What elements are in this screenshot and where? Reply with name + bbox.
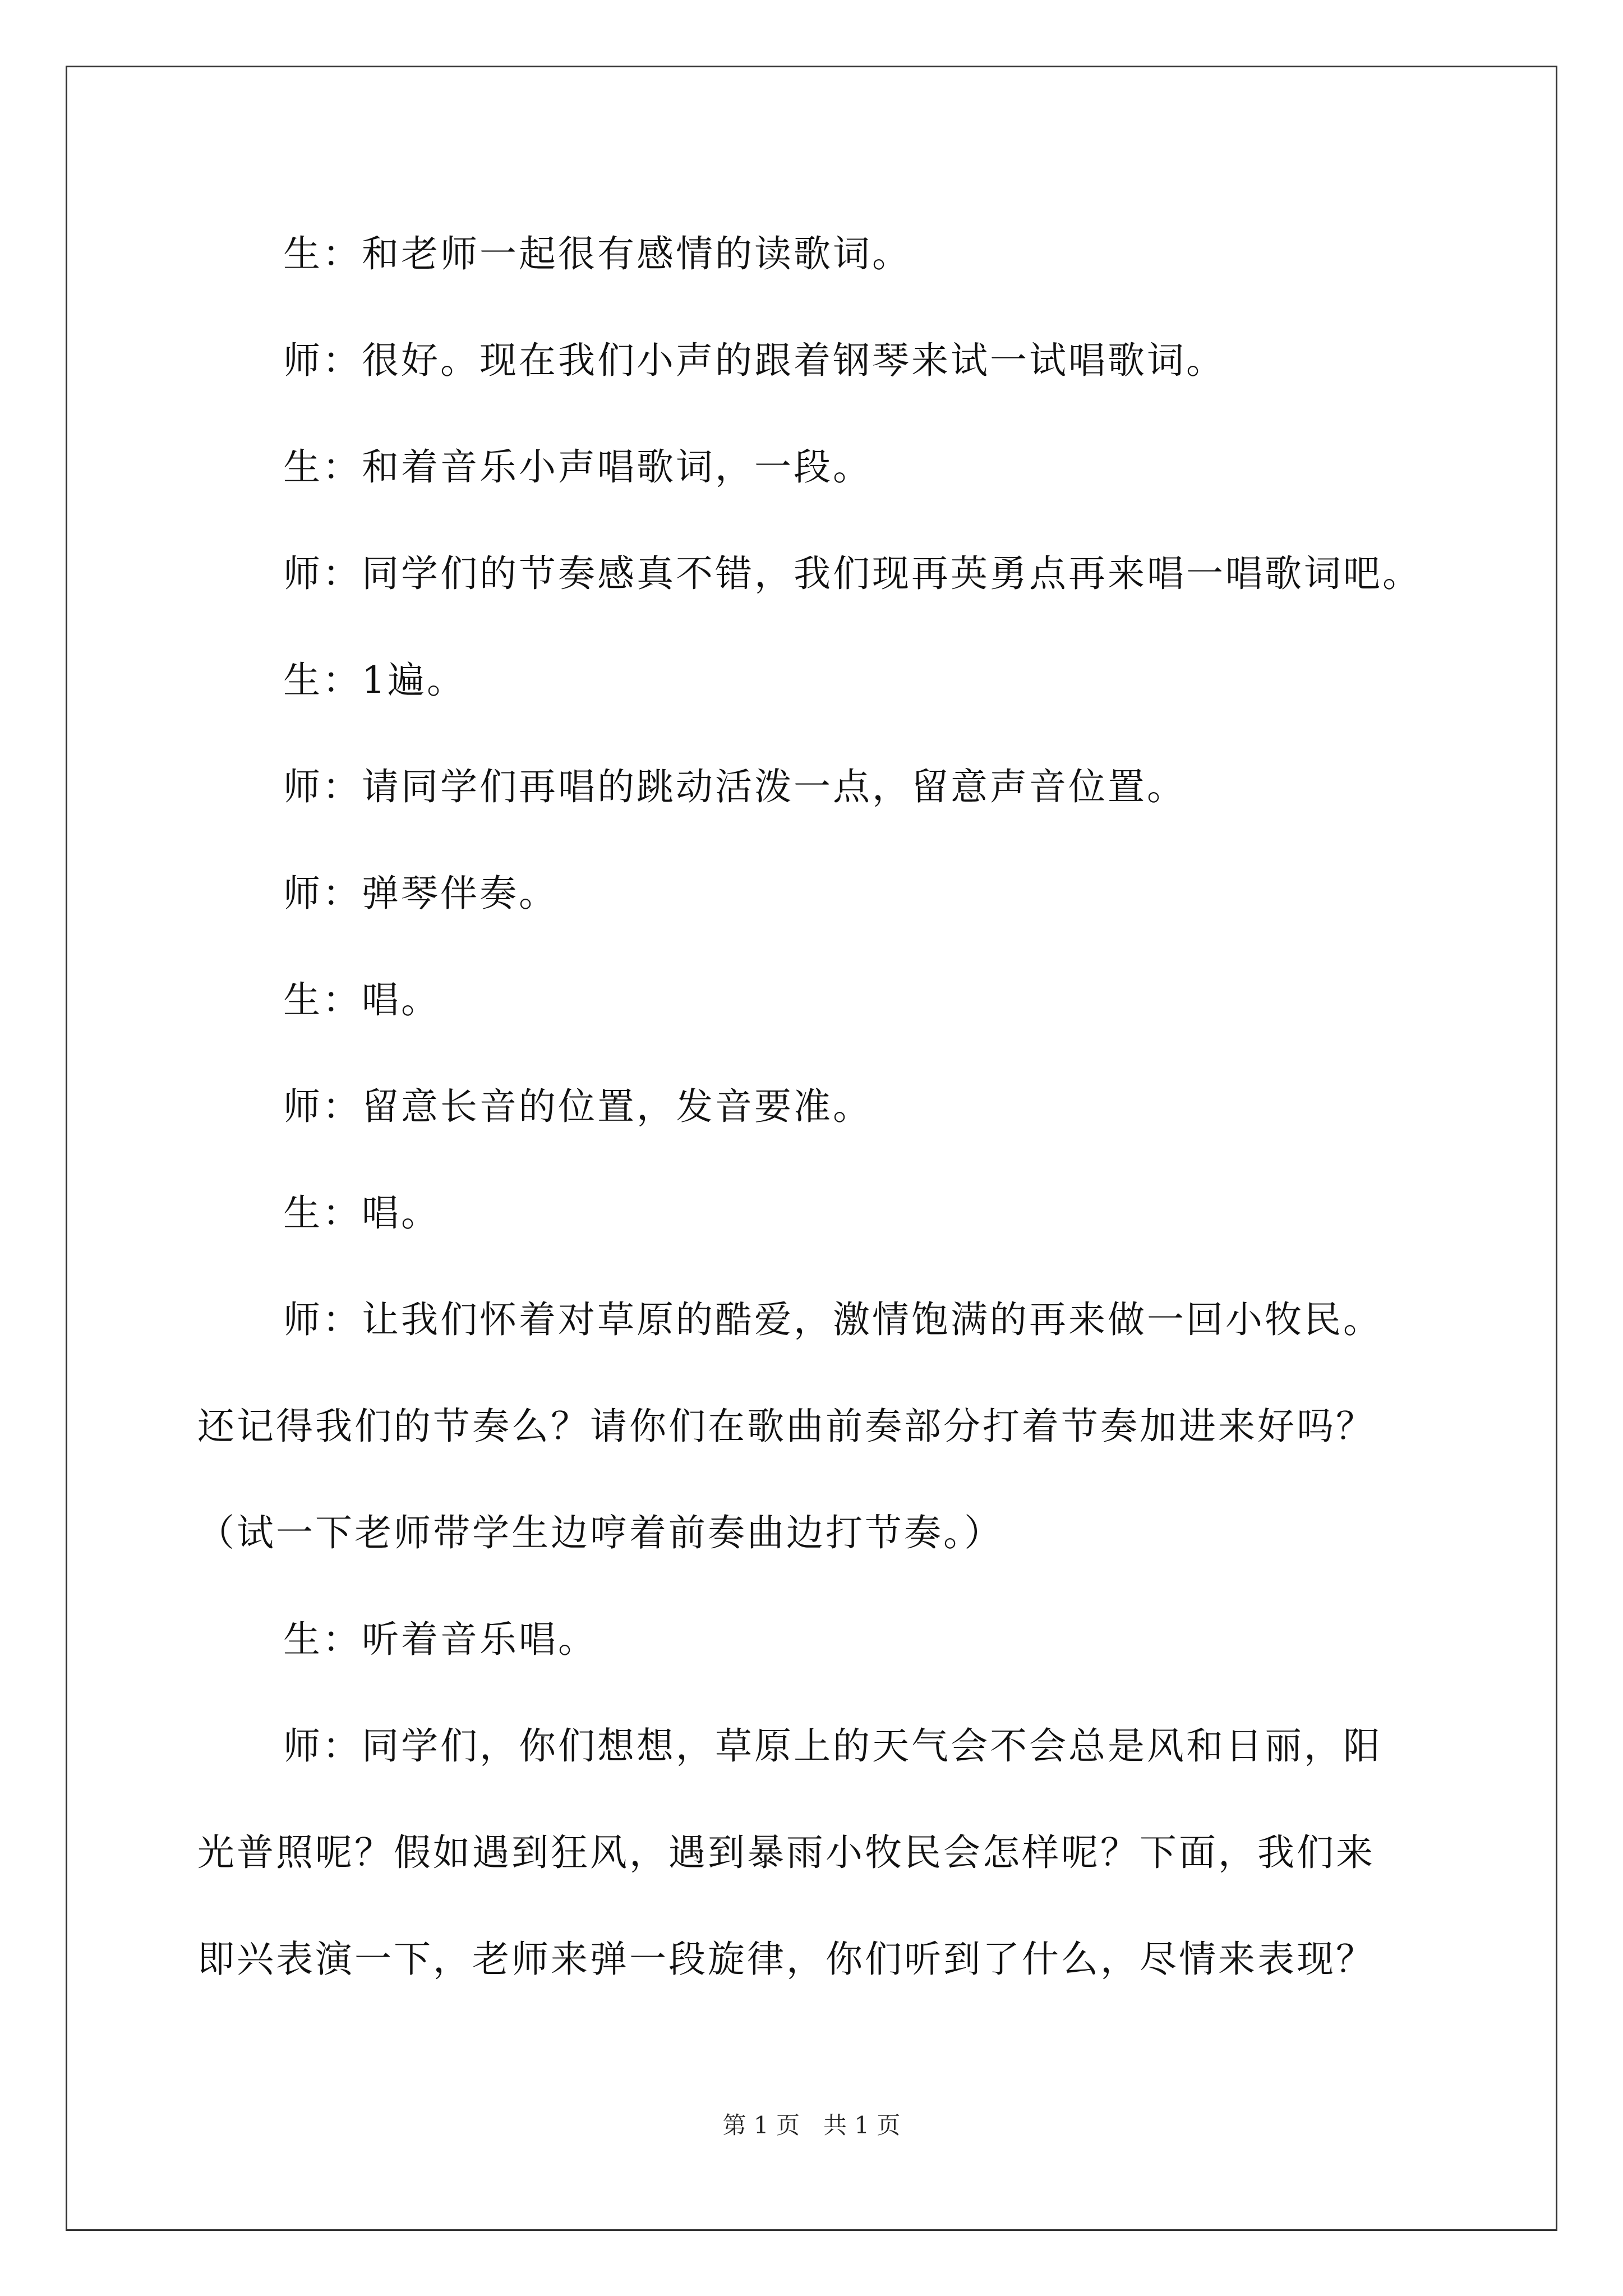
paragraph-11-line-2: 还记得我们的节奏么？请你们在歌曲前奏部分打着节奏加进来好吗？ [197,1405,1375,1448]
paragraph-12: （试一下老师带学生边哼着前奏曲边打节奏。） [197,1511,1003,1554]
paragraph-7: 师：弹琴伴奏。 [283,872,558,915]
paragraph-11: 师：让我们怀着对草原的酷爱，激情饱满的再来做一回小牧民。 [283,1298,1382,1341]
paragraph-9: 师：留意长音的位置，发音要准。 [283,1085,872,1128]
paragraph-14-line-3: 即兴表演一下，老师来弹一段旋律，你们听到了什么，尽情来表现？ [197,1938,1375,1981]
paragraph-1: 生：和老师一起很有感情的读歌词。 [283,232,911,275]
paragraph-13: 生：听着音乐唱。 [283,1618,597,1661]
paragraph-10: 生：唱。 [283,1191,440,1235]
page-footer: 第 1 页 共 1 页 [722,2111,901,2139]
page-border [66,66,1557,2231]
paragraph-14: 师：同学们，你们想想，草原上的天气会不会总是风和日丽，阳 [283,1724,1382,1768]
paragraph-6: 师：请同学们再唱的跳动活泼一点，留意声音位置。 [283,765,1186,808]
paragraph-2: 师：很好。现在我们小声的跟着钢琴来试一试唱歌词。 [283,339,1225,382]
paragraph-8: 生：唱。 [283,978,440,1022]
paragraph-14-line-2: 光普照呢？假如遇到狂风，遇到暴雨小牧民会怎样呢？下面，我们来 [197,1831,1375,1874]
paragraph-5: 生：1遍。 [283,659,466,702]
paragraph-4: 师：同学们的节奏感真不错，我们现再英勇点再来唱一唱歌词吧。 [283,552,1422,595]
paragraph-3: 生：和着音乐小声唱歌词，一段。 [283,445,872,489]
